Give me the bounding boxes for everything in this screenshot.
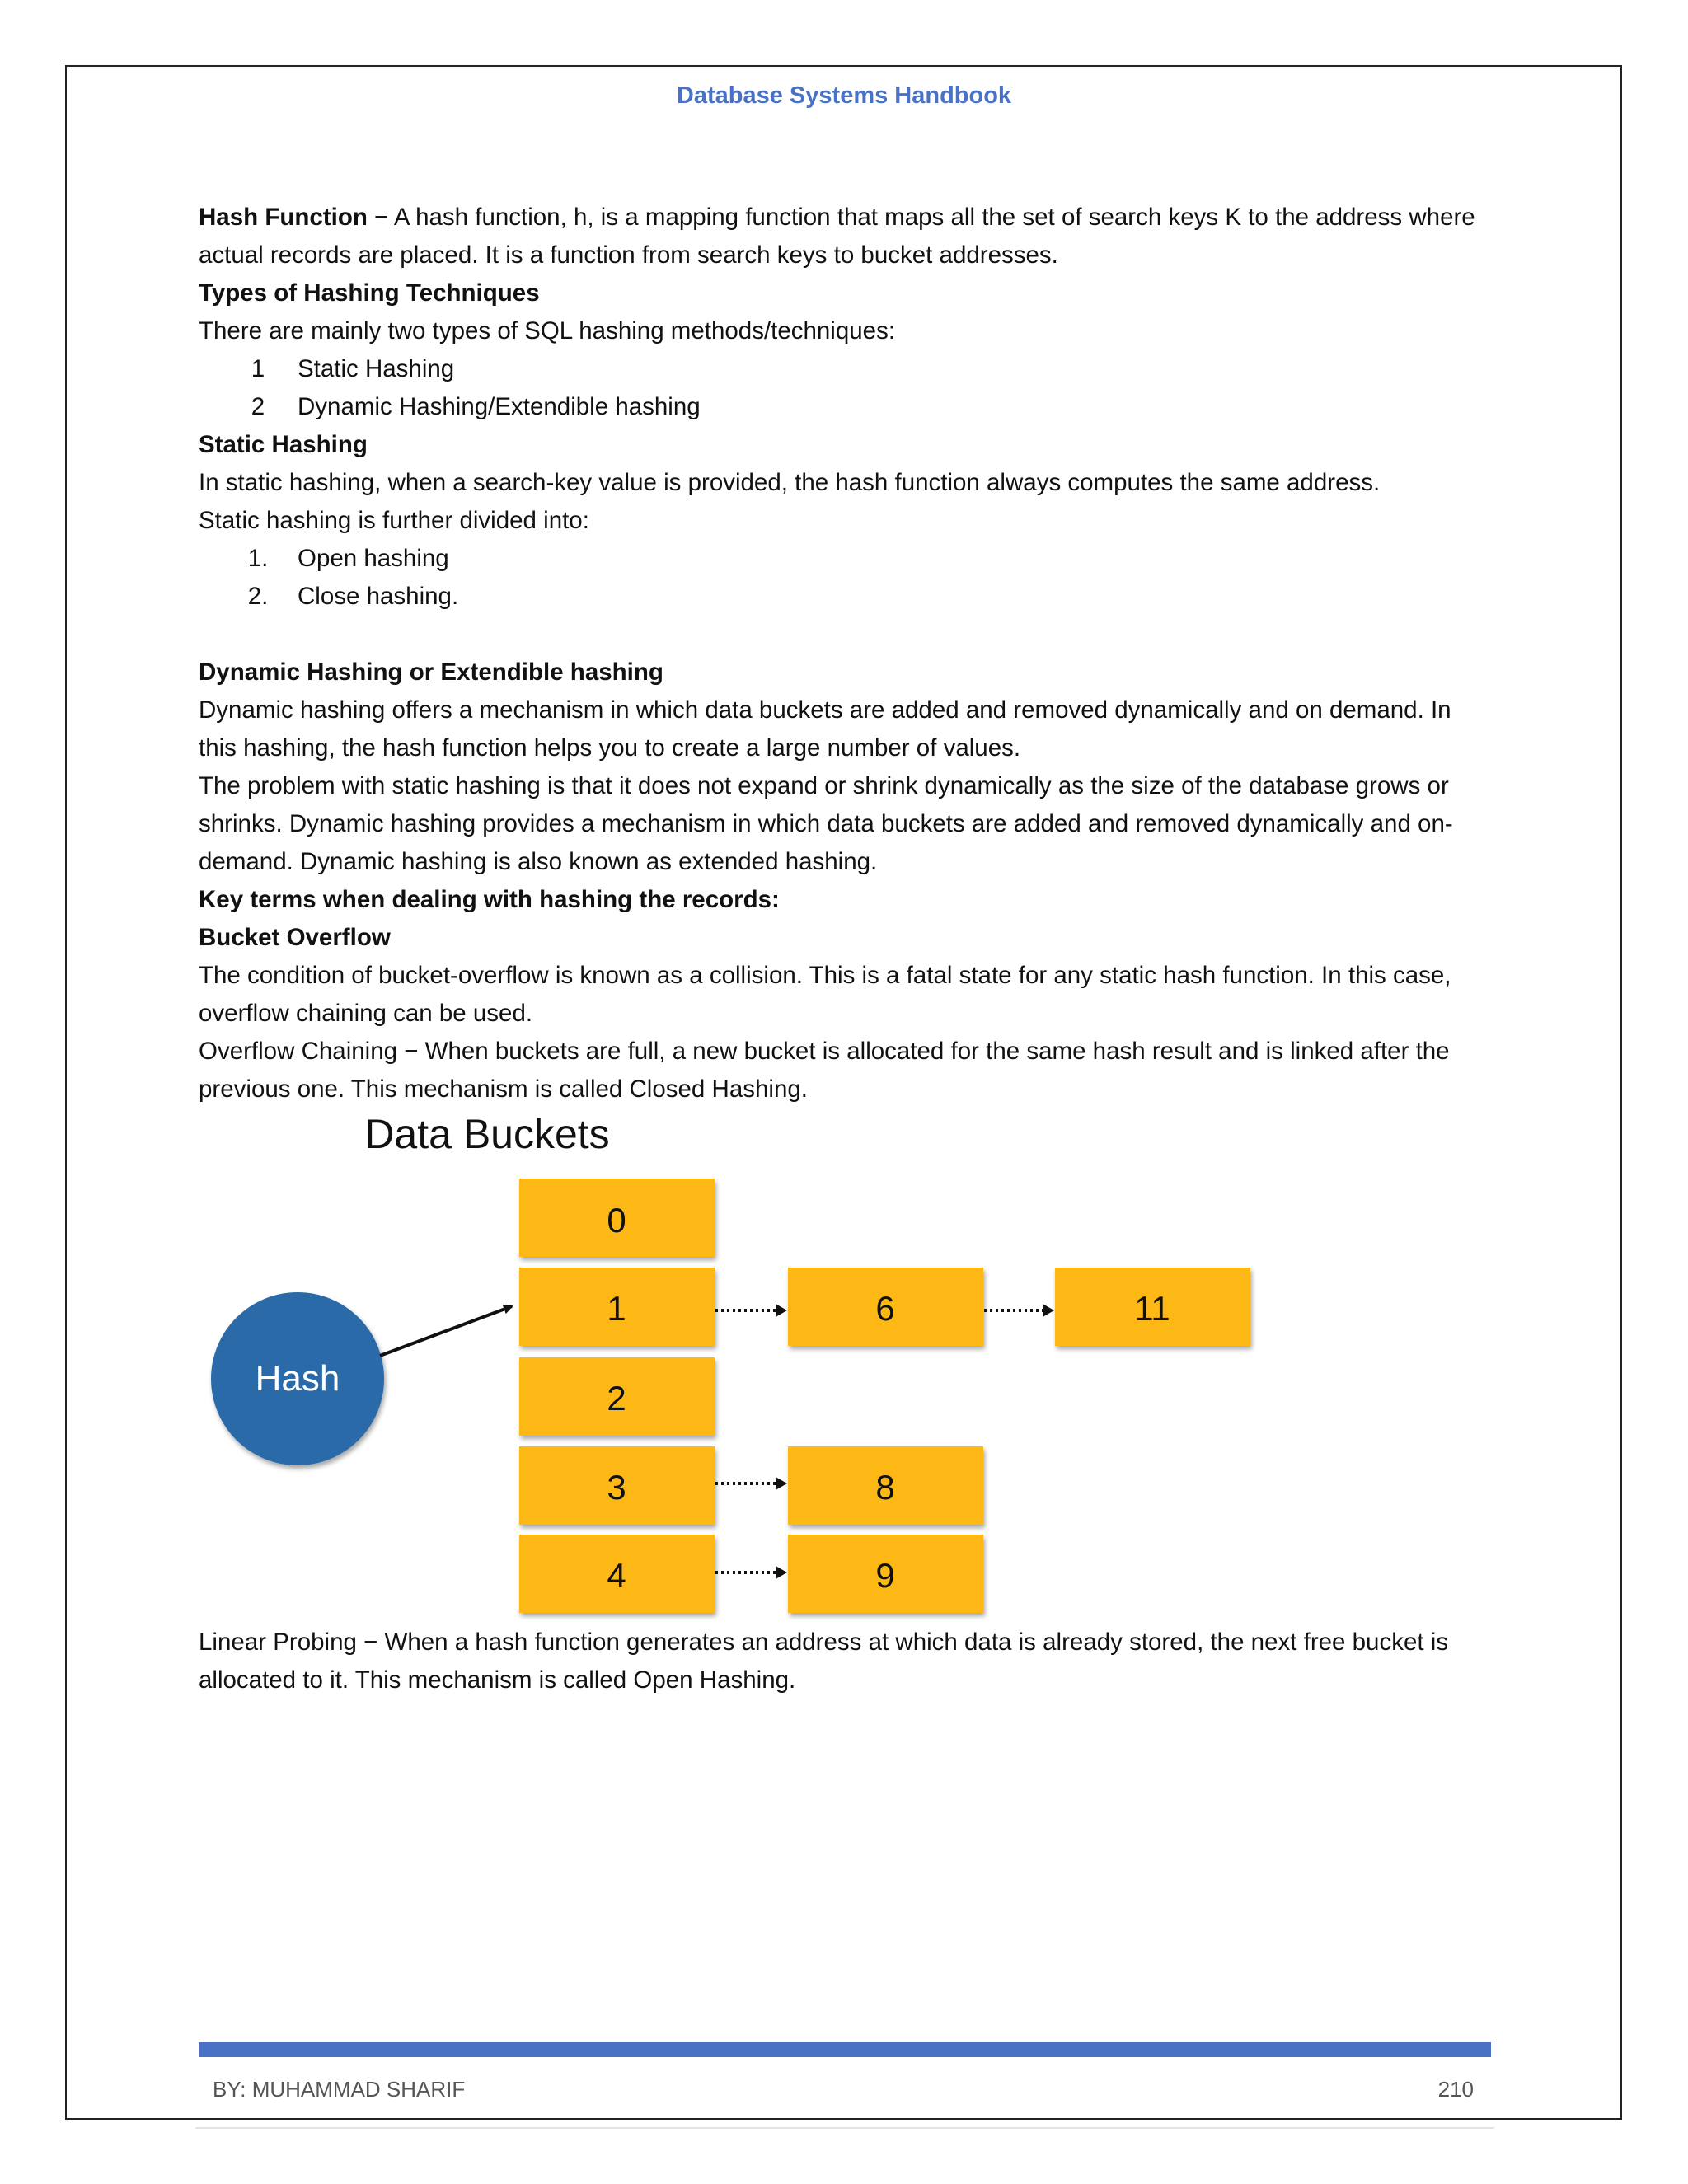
list-text: Open hashing: [298, 545, 449, 572]
bucket-label: 2: [607, 1379, 626, 1418]
chaining-text: Overflow Chaining − When buckets are full, a new bucket is allocated for the same hash result and is linked after the previous one. This mechanism is called Closed Hashing.: [199, 1038, 1450, 1103]
types-heading: Types of Hashing Techniques: [199, 279, 540, 307]
bucket-4: [519, 1535, 715, 1613]
static-text-1: In static hashing, when a search-key value is provided, the hash function always computes the same address.: [199, 469, 1381, 496]
bucket-label: 6: [875, 1289, 895, 1328]
bucket-label: 9: [875, 1556, 895, 1595]
bucket-label: 1: [607, 1289, 626, 1328]
hash-arrow: [380, 1306, 512, 1356]
overflow-bucket-6: [788, 1268, 983, 1346]
linear-probing-text: Linear Probing − When a hash function generates an address at which data is already stored, the next free bucket is allocated to it. This mechanism is called Open Hashing.: [199, 1629, 1449, 1694]
list-text: Close hashing.: [298, 583, 459, 610]
overflow-text: The condition of bucket-overflow is known as a collision. This is a fatal state for any static hash function. In this case, overflow chaining can be used.: [199, 962, 1451, 1027]
bucket-1: [519, 1268, 715, 1346]
list-item: [199, 388, 1493, 426]
list-text: Static Hashing: [298, 355, 455, 382]
hash-label: Hash: [255, 1358, 340, 1399]
page-header-title: Database Systems Handbook: [676, 82, 1012, 109]
key-terms-heading: Key terms when dealing with hashing the records:: [199, 886, 780, 913]
overflow-heading: Bucket Overflow: [199, 924, 391, 951]
hash-function-term: Hash Function: [199, 204, 368, 231]
footer-accent-bar: [199, 2042, 1491, 2057]
footer-divider: [195, 2127, 1494, 2129]
bucket-3: [519, 1446, 715, 1525]
bucket-label: 4: [607, 1556, 626, 1595]
dynamic-text-2: The problem with static hashing is that it does not expand or shrink dynamically as the size of the database grows or shrinks. Dynamic hashing provides a mechanism in which data buckets are added and removed dynamically and on-demand. Dynamic hashing is also known as extended hashing.: [199, 772, 1453, 875]
bucket-label: 0: [607, 1201, 626, 1240]
types-intro: There are mainly two types of SQL hashing methods/techniques:: [199, 317, 896, 344]
list-number: 1: [251, 355, 265, 382]
list-item: [199, 350, 1493, 388]
data-buckets-diagram: [199, 1108, 1311, 1628]
bucket-2: [519, 1357, 715, 1436]
diagram-title: Data Buckets: [364, 1111, 610, 1157]
static-heading: Static Hashing: [199, 431, 368, 458]
bucket-label: 8: [875, 1468, 895, 1507]
main-content: [199, 199, 1493, 1108]
list-text: Dynamic Hashing/Extendible hashing: [298, 393, 701, 420]
overflow-bucket-11: [1055, 1268, 1250, 1346]
spacer: [199, 616, 1493, 654]
list-item: [199, 540, 1493, 578]
list-number: 2.: [247, 583, 269, 610]
static-text-2: Static hashing is further divided into:: [199, 507, 589, 534]
list-number: 2: [251, 393, 265, 420]
footer-author: BY: MUHAMMAD SHARIF: [213, 2077, 466, 2102]
overflow-bucket-8: [788, 1446, 983, 1525]
list-item: [199, 578, 1493, 616]
bucket-label: 11: [1134, 1289, 1170, 1328]
overflow-bucket-9: [788, 1535, 983, 1613]
dynamic-heading: Dynamic Hashing or Extendible hashing: [199, 658, 663, 686]
bucket-0: [519, 1179, 715, 1257]
dynamic-text-1: Dynamic hashing offers a mechanism in which data buckets are added and removed dynamically and on demand. In this hashing, the hash function helps you to create a large number of values.: [199, 696, 1451, 762]
hash-function-text: − A hash function, h, is a mapping function that maps all the set of search keys K to the address where actual records are placed. It is a function from search keys to bucket addresses.: [199, 204, 1475, 269]
footer-page-number: 210: [1437, 2077, 1474, 2102]
linear-probing-paragraph: [199, 1624, 1493, 1699]
bucket-label: 3: [607, 1468, 626, 1507]
list-number: 1.: [247, 545, 269, 572]
hash-function-paragraph: [199, 199, 1493, 274]
